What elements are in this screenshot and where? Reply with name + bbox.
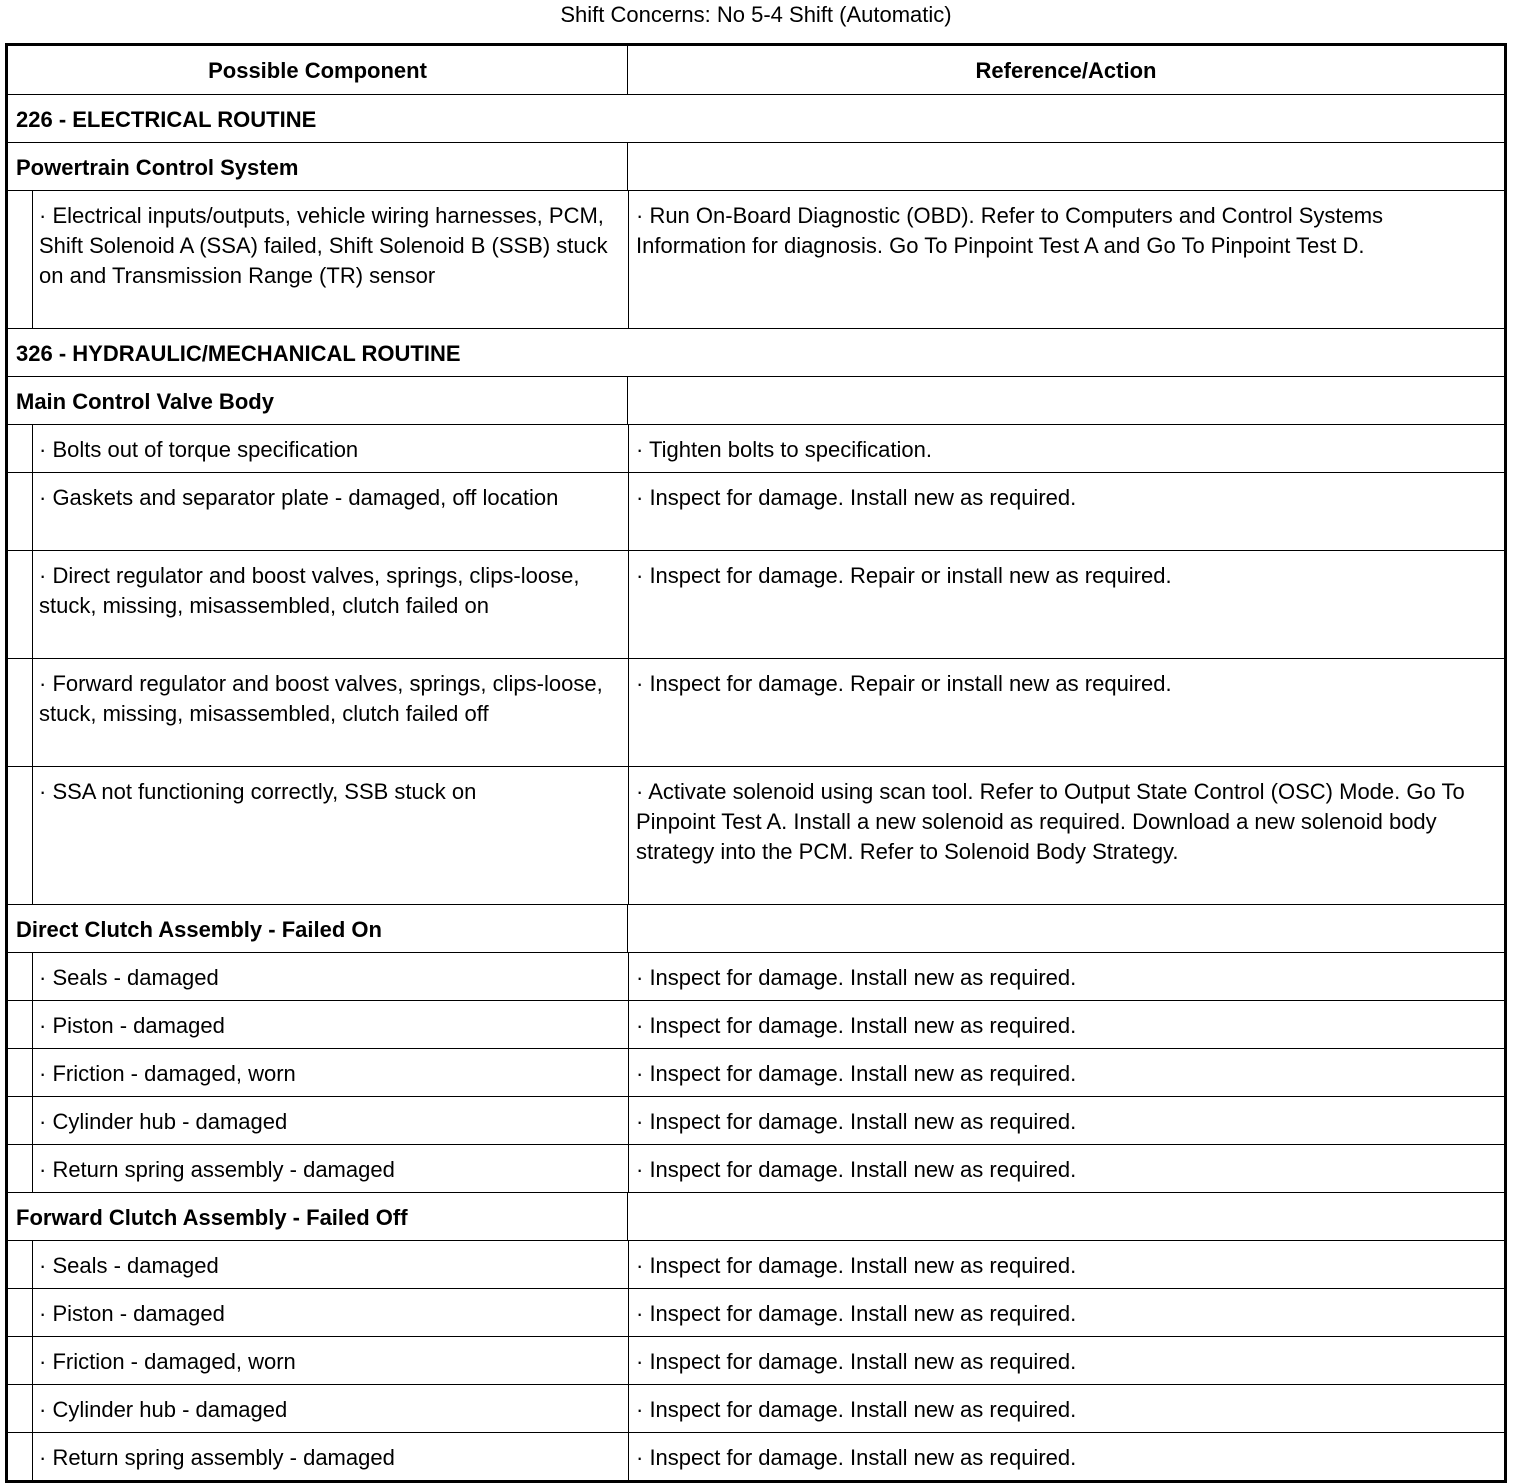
group-row [8, 1192, 1504, 1240]
component-cell [8, 1289, 629, 1336]
indent-gutter [8, 1433, 33, 1480]
component-text: · Piston - damaged [39, 1301, 225, 1326]
indent-gutter [8, 1241, 33, 1288]
indent-gutter [8, 1001, 33, 1048]
action-cell: · Inspect for damage. Install new as required. [636, 1157, 1077, 1182]
action-cell: · Inspect for damage. Install new as required. [636, 1397, 1077, 1422]
component-cell [8, 1385, 629, 1432]
component-cell [8, 1097, 629, 1144]
table-header-row [8, 46, 1504, 94]
component-text: · Friction - damaged, worn [39, 1061, 296, 1086]
component-cell [8, 767, 629, 904]
indent-gutter [8, 1385, 33, 1432]
action-cell: · Inspect for damage. Install new as required. [636, 1253, 1077, 1278]
header-possible-component: Possible Component [8, 46, 628, 94]
action-cell: · Inspect for damage. Install new as required. [636, 1445, 1077, 1470]
group-row [8, 142, 1504, 190]
table-row [8, 766, 1504, 904]
indent-gutter [8, 953, 33, 1000]
component-cell [8, 473, 629, 550]
table-row [8, 1144, 1504, 1192]
table-row [8, 1384, 1504, 1432]
component-text: · Return spring assembly - damaged [39, 1157, 395, 1182]
action-cell: · Tighten bolts to specification. [636, 437, 932, 462]
table-row [8, 658, 1504, 766]
indent-gutter [8, 1145, 33, 1192]
action-cell: · Inspect for damage. Repair or install new as required. [636, 563, 1172, 588]
component-cell [8, 425, 629, 472]
table-row [8, 424, 1504, 472]
action-cell: · Inspect for damage. Install new as required. [636, 1061, 1077, 1086]
diagnostic-table [5, 43, 1507, 1483]
group-action-empty [628, 377, 1504, 424]
action-cell: · Inspect for damage. Install new as required. [636, 1349, 1077, 1374]
table-row [8, 472, 1504, 550]
table-row [8, 550, 1504, 658]
indent-gutter [8, 659, 33, 766]
action-cell: · Inspect for damage. Install new as required. [636, 965, 1077, 990]
group-row [8, 376, 1504, 424]
indent-gutter [8, 425, 33, 472]
component-cell [8, 659, 629, 766]
table-row [8, 1240, 1504, 1288]
component-text: · Forward regulator and boost valves, springs, clips-loose, stuck, missing, misassembled, clutch failed off [39, 671, 603, 726]
indent-gutter [8, 551, 33, 658]
action-cell: · Run On-Board Diagnostic (OBD). Refer to Computers and Control Systems Information for diagnosis. Go To Pinpoint Test A and Go To Pinpoint Test D. [636, 203, 1384, 258]
component-text: · Bolts out of torque specification [39, 437, 359, 462]
action-cell: · Inspect for damage. Install new as required. [636, 1301, 1077, 1326]
group-action-empty [628, 1193, 1504, 1240]
component-cell [8, 1337, 629, 1384]
group-action-empty [628, 143, 1504, 190]
table-row [8, 1048, 1504, 1096]
section-row [8, 94, 1504, 142]
group-title: Main Control Valve Body [8, 377, 628, 424]
component-text: · Seals - damaged [39, 965, 219, 990]
group-title: Powertrain Control System [8, 143, 628, 190]
indent-gutter [8, 1337, 33, 1384]
indent-gutter [8, 1289, 33, 1336]
indent-gutter [8, 1097, 33, 1144]
component-cell [8, 953, 629, 1000]
table-row [8, 952, 1504, 1000]
indent-gutter [8, 1049, 33, 1096]
table-row [8, 1096, 1504, 1144]
action-cell: · Inspect for damage. Install new as required. [636, 485, 1077, 510]
table-row [8, 1336, 1504, 1384]
group-action-empty [628, 905, 1504, 952]
table-row [8, 1288, 1504, 1336]
component-cell [8, 551, 629, 658]
indent-gutter [8, 191, 33, 328]
component-cell [8, 191, 629, 328]
header-reference-action: Reference/Action [975, 58, 1157, 83]
component-cell [8, 1433, 629, 1480]
component-text: · Return spring assembly - damaged [39, 1445, 395, 1470]
action-cell: · Inspect for damage. Repair or install new as required. [636, 671, 1172, 696]
component-cell [8, 1049, 629, 1096]
section-title: 326 - HYDRAULIC/MECHANICAL ROUTINE [16, 341, 461, 366]
action-cell: · Inspect for damage. Install new as required. [636, 1013, 1077, 1038]
table-row [8, 190, 1504, 328]
action-cell: · Inspect for damage. Install new as required. [636, 1109, 1077, 1134]
component-cell [8, 1145, 629, 1192]
table-row [8, 1432, 1504, 1480]
action-cell: · Activate solenoid using scan tool. Refer to Output State Control (OSC) Mode. Go To Pinpoint Test A. Install a new solenoid as required. Download a new solenoid body strategy into the PCM. Refer to Solenoid Body Strategy. [636, 779, 1465, 864]
section-row [8, 328, 1504, 376]
group-title: Forward Clutch Assembly - Failed Off [8, 1193, 628, 1240]
group-title: Direct Clutch Assembly - Failed On [8, 905, 628, 952]
component-text: · Cylinder hub - damaged [39, 1109, 288, 1134]
component-cell [8, 1001, 629, 1048]
group-row [8, 904, 1504, 952]
component-text: · Seals - damaged [39, 1253, 219, 1278]
component-text: · Piston - damaged [39, 1013, 225, 1038]
page-title: Shift Concerns: No 5-4 Shift (Automatic) [560, 2, 952, 27]
table-row [8, 1000, 1504, 1048]
component-text: · SSA not functioning correctly, SSB stuck on [39, 779, 477, 804]
component-text: · Direct regulator and boost valves, springs, clips-loose, stuck, missing, misassembled, clutch failed on [39, 563, 580, 618]
component-text: · Friction - damaged, worn [39, 1349, 296, 1374]
component-text: · Cylinder hub - damaged [39, 1397, 288, 1422]
section-title: 226 - ELECTRICAL ROUTINE [16, 107, 317, 132]
indent-gutter [8, 767, 33, 904]
component-cell [8, 1241, 629, 1288]
component-text: · Gaskets and separator plate - damaged, off location [39, 485, 559, 510]
indent-gutter [8, 473, 33, 550]
component-text: · Electrical inputs/outputs, vehicle wiring harnesses, PCM, Shift Solenoid A (SSA) failed, Shift Solenoid B (SSB) stuck on and Transmission Range (TR) sensor [39, 203, 608, 288]
